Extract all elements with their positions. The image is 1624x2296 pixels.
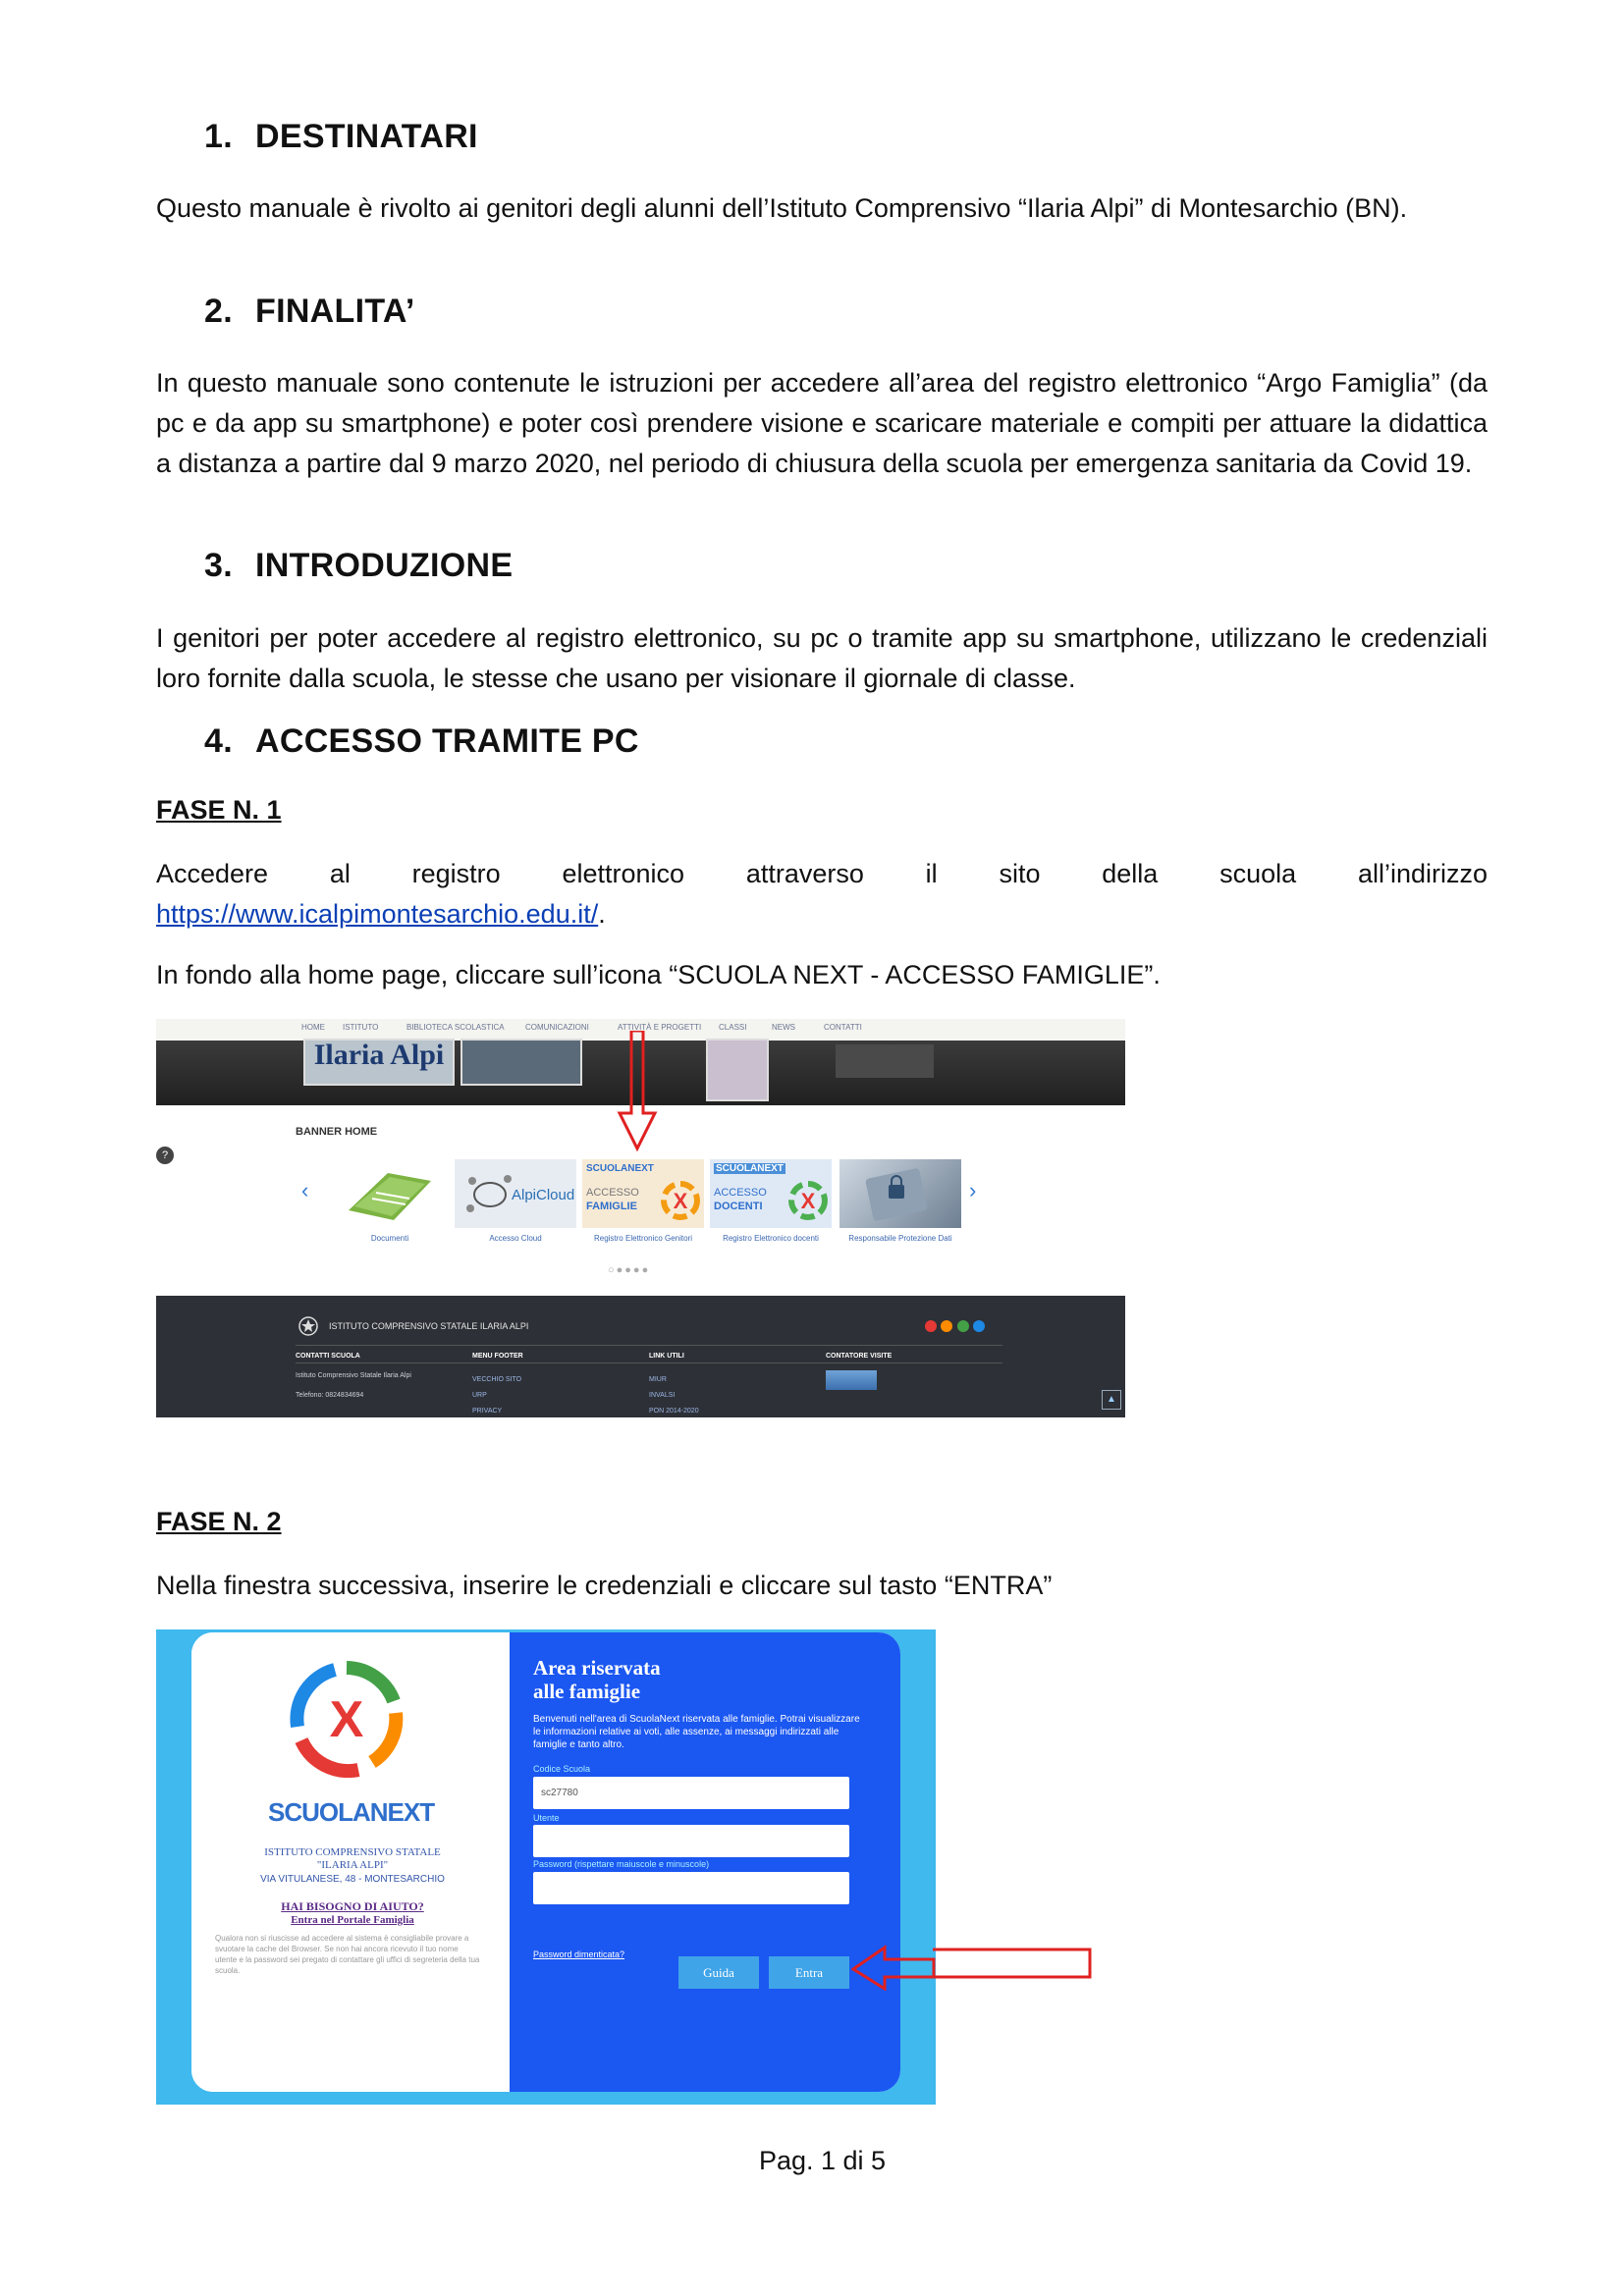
tile-caption: Accesso Cloud <box>489 1234 542 1243</box>
svg-text:X: X <box>673 1189 688 1213</box>
codice-scuola-input[interactable] <box>533 1777 849 1809</box>
scuolanext-logo-icon <box>786 1179 830 1222</box>
cloud-icon <box>455 1159 576 1228</box>
tile-caption: Registro Elettronico docenti <box>723 1234 819 1243</box>
scuolanext-logo-icon <box>659 1179 702 1222</box>
login-title: Area riservata alle famiglie <box>533 1656 661 1703</box>
scuolanext-brand: SCUOLANEXT <box>268 1797 435 1827</box>
fase-2-line-1: Nella finestra successiva, inserire le credenziali e cliccare sul tasto “ENTRA” <box>156 1571 1053 1600</box>
site-footer <box>156 1296 1125 1417</box>
fase-1-line-1: Accedere al registro elettronico attraverso il sito della scuola all’indirizzo <box>156 859 1488 888</box>
nav-item[interactable]: HOME <box>301 1023 325 1032</box>
banner-home-title: BANNER HOME <box>296 1126 378 1138</box>
footer-col-title: LINK UTILI <box>649 1353 684 1360</box>
nav-item[interactable]: ISTITUTO <box>343 1023 379 1032</box>
carousel-dots[interactable]: ○●●●● <box>608 1264 651 1276</box>
nav-item[interactable]: NEWS <box>772 1023 795 1032</box>
scuolanext-logo-icon <box>288 1660 406 1778</box>
hero-photo <box>706 1039 769 1101</box>
password-label: Password (rispettare maiuscole e minuscole) <box>533 1859 710 1869</box>
password-input[interactable] <box>533 1872 849 1904</box>
hero-photo: Ilaria Alpi <box>303 1039 455 1086</box>
footer-link[interactable]: MIUR <box>649 1376 667 1383</box>
help-icon[interactable]: ? <box>156 1147 174 1164</box>
nav-item[interactable]: CONTATTI <box>824 1023 862 1032</box>
footer-link[interactable]: VECCHIO SITO <box>472 1376 522 1383</box>
privacy-keyboard-icon <box>839 1159 961 1228</box>
school-address: VIA VITULANESE, 48 - MONTESARCHIO <box>260 1874 445 1885</box>
tile-scuolanext-docenti[interactable]: SCUOLANEXT ACCESSO DOCENTI X <box>710 1159 832 1228</box>
footer-contact: Istituto Comprensivo Statale Ilaria Alpi <box>296 1372 411 1379</box>
fase-1-heading: FASE N. 1 <box>156 795 282 825</box>
nav-item[interactable]: ATTIVITÀ E PROGETTI <box>618 1023 702 1032</box>
carousel-next-icon[interactable]: › <box>969 1178 977 1202</box>
welcome-text: Benvenuti nell'area di ScuolaNext riservata alle famiglie. Potrai visualizzare le informazioni relative ai voti, alle assenze, ai messaggi indirizzati alle famiglie e tanto altro. <box>533 1714 860 1750</box>
italian-emblem-icon <box>298 1315 319 1337</box>
utente-label: Utente <box>533 1813 560 1823</box>
portale-famiglia-link[interactable]: Entra nel Portale Famiglia <box>291 1914 414 1926</box>
footer-contact: Telefono: 0824834694 <box>296 1392 364 1399</box>
homepage-screenshot <box>156 1019 1125 1417</box>
hero-photo <box>460 1039 582 1086</box>
footer-col-title: MENU FOOTER <box>472 1353 523 1360</box>
paragraph-introduzione: I genitori per poter accedere al registro elettronico, su pc o tramite app su smartphone, utilizzano le credenziali loro fornite dalla scuola, le stesse che usano per visionare il giornale di classe. <box>156 623 1488 693</box>
svg-text:X: X <box>329 1691 364 1748</box>
scroll-top-icon[interactable]: ▲ <box>1102 1390 1121 1410</box>
fase-1-url-line: https://www.icalpimontesarchio.edu.it/. <box>156 899 606 929</box>
section-heading-destinatari: 1. DESTINATARI <box>204 118 478 155</box>
login-left-panel <box>191 1632 510 2092</box>
tile-scuolanext-famiglie[interactable]: SCUOLANEXT ACCESSO FAMIGLIE X <box>582 1159 704 1228</box>
nav-item[interactable]: COMUNICAZIONI <box>525 1023 589 1032</box>
red-left-arrow-icon <box>851 1942 936 1991</box>
school-name-line: "ILARIA ALPI" <box>316 1859 389 1871</box>
login-card <box>191 1632 900 2092</box>
tile-documenti[interactable] <box>329 1159 451 1228</box>
utente-input[interactable] <box>533 1825 849 1857</box>
section-heading-introduzione: 3. INTRODUZIONE <box>204 547 514 584</box>
documents-icon <box>329 1159 451 1228</box>
cache-note: Qualora non si riuscisse ad accedere al sistema è consigliabile provare a svuotare la cache del Browser. Se non hai ancora ricevuto il tuo nome utente e la password sei pregato di contattare gli uffici di segreteria della tua scuola. <box>215 1934 480 1975</box>
footer-link[interactable]: INVALSI <box>649 1392 676 1399</box>
svg-text:AlpiCloud: AlpiCloud <box>512 1187 575 1203</box>
carousel-prev-icon[interactable]: ‹ <box>301 1178 309 1202</box>
footer-link[interactable]: PRIVACY <box>472 1408 503 1415</box>
footer-link[interactable]: URP <box>472 1392 487 1399</box>
page-number: Pag. 1 di 5 <box>758 2146 887 2175</box>
school-site-link[interactable]: https://www.icalpimontesarchio.edu.it/ <box>156 899 599 929</box>
help-link[interactable]: HAI BISOGNO DI AIUTO? <box>281 1899 424 1913</box>
footer-link[interactable]: PON 2014-2020 <box>649 1408 699 1415</box>
section-heading-finalita: 2. FINALITA’ <box>204 293 415 330</box>
tile-caption: Documenti <box>370 1234 409 1243</box>
forgot-password-link[interactable]: Password dimenticata? <box>533 1949 625 1959</box>
miur-logo-icon <box>925 1319 990 1333</box>
codice-scuola-label: Codice Scuola <box>533 1764 591 1774</box>
login-right-panel <box>510 1632 900 2092</box>
guida-button[interactable]: Guida <box>678 1956 759 1989</box>
nav-item[interactable]: BIBLIOTECA SCOLASTICA <box>406 1023 505 1032</box>
footer-col-title: CONTATORE VISITE <box>826 1353 893 1360</box>
hero-photo <box>836 1044 934 1078</box>
section-heading-accesso-pc: 4. ACCESSO TRAMITE PC <box>204 722 639 760</box>
school-name-line: ISTITUTO COMPRENSIVO STATALE <box>264 1846 441 1858</box>
login-screenshot <box>156 1629 936 2105</box>
svg-text:X: X <box>800 1189 816 1213</box>
tile-caption: Registro Elettronico Genitori <box>593 1234 693 1243</box>
visit-counter-badge <box>826 1370 877 1390</box>
red-arrow-tail-icon <box>933 1948 1094 1981</box>
red-down-arrow-icon <box>616 1031 659 1152</box>
paragraph-destinatari: Questo manuale è rivolto ai genitori degli alunni dell’Istituto Comprensivo “Ilaria Alpi” di Montesarchio (BN). <box>156 193 1408 223</box>
tile-privacy[interactable] <box>839 1159 961 1228</box>
fase-2-heading: FASE N. 2 <box>156 1507 282 1536</box>
nav-item[interactable]: CLASSI <box>719 1023 747 1032</box>
footer-title: ISTITUTO COMPRENSIVO STATALE ILARIA ALPI <box>329 1321 529 1331</box>
footer-col-title: CONTATTI SCUOLA <box>296 1353 360 1360</box>
tile-alpicloud[interactable] <box>455 1159 576 1228</box>
fase-1-line-2: In fondo alla home page, cliccare sull’icona “SCUOLA NEXT - ACCESSO FAMIGLIE”. <box>156 960 1161 989</box>
tile-caption: Responsabile Protezione Dati <box>848 1234 952 1243</box>
paragraph-finalita: In questo manuale sono contenute le istruzioni per accedere all’area del registro elettronico “Argo Famiglia” (da pc e da app su smartphone) e poter così prendere visione e scaricare materiale e compiti per attuare la didattica a distanza a partire dal 9 marzo 2020, nel periodo di chiusura della scuola per emergenza sanitaria da Covid 19. <box>156 368 1488 478</box>
entra-button[interactable]: Entra <box>769 1956 849 1989</box>
